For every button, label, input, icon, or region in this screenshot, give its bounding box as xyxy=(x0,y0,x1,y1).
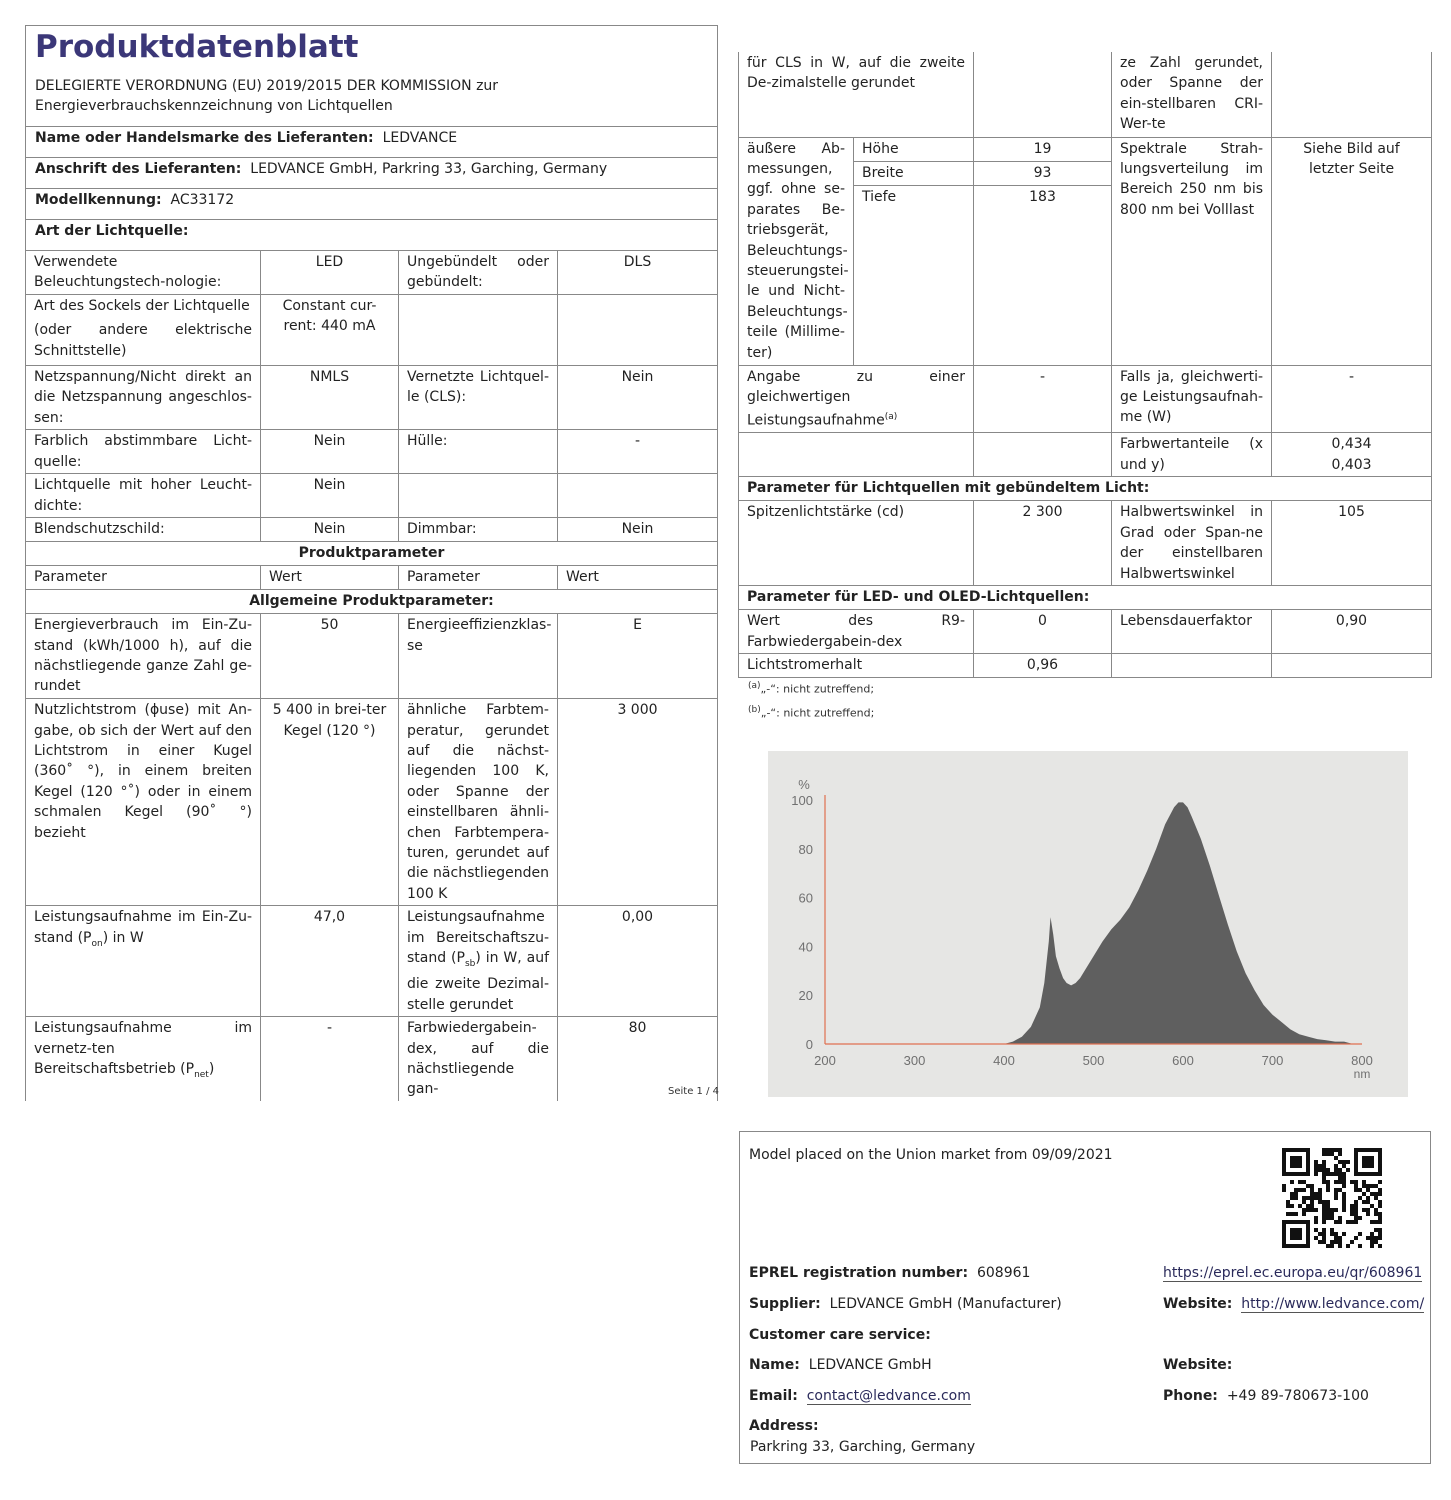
email-label: Email: xyxy=(749,1388,798,1404)
supplier-address-line xyxy=(35,159,607,179)
footnote-a xyxy=(748,678,874,698)
eprel-url[interactable]: https://eprel.ec.europa.eu/qr/608961 xyxy=(1163,1265,1423,1281)
table-cell: Wert des R9-Farbwiedergabein-dex xyxy=(739,610,974,654)
table-row xyxy=(739,501,1432,586)
website-label: Website: xyxy=(1163,1296,1233,1312)
regulation-line-1: DELEGIERTE VERORDNUNG (EU) 2019/2015 DER KOMMISSION zur xyxy=(35,78,499,94)
table-cell xyxy=(974,52,1112,137)
supplier-value: LEDVANCE GmbH (Manufacturer) xyxy=(829,1296,1062,1312)
table-cell: Nein xyxy=(261,430,399,474)
table-cell: 3 000 xyxy=(558,699,718,906)
dimensions-label: äußere Ab-messungen, ggf. ohne se-parates Be-triebsgerät, Beleuchtungs-steuerungstei-le und Nicht-Beleuchtungs-teile (Millime-ter) xyxy=(739,137,854,365)
care-name-line xyxy=(749,1355,932,1375)
table-row xyxy=(739,654,1432,678)
cell-text: Angabe zu einer gleichwertigen Leistungsaufnahme xyxy=(747,368,966,429)
supplier-name-label: Name oder Handelsmarke des Lieferanten: xyxy=(35,130,374,146)
x-tick-label: 300 xyxy=(903,1053,926,1068)
cell-line: (oder andere elektrische Schnittstelle) xyxy=(34,322,252,359)
regulation-line-2: Energieverbrauchskennzeichnung von Lichtquellen xyxy=(35,98,393,114)
table-cell: - xyxy=(558,430,718,474)
table-cell: NMLS xyxy=(261,366,399,430)
website-link[interactable]: http://www.ledvance.com/ xyxy=(1241,1296,1425,1312)
eprel-link[interactable] xyxy=(1163,1263,1422,1283)
eprel-value: 608961 xyxy=(976,1265,1031,1281)
table-cell: 0 xyxy=(974,610,1112,654)
table-cell: Dimmbar: xyxy=(399,518,558,542)
table-cell: Farbwertanteile (x und y) xyxy=(1112,433,1272,477)
table-cell: Blendschutzschild: xyxy=(26,518,261,542)
table-cell xyxy=(558,295,718,366)
col-header: Wert xyxy=(558,566,718,590)
table-row xyxy=(26,542,718,566)
table-cell: Nein xyxy=(558,366,718,430)
table-cell: ze Zahl gerundet, oder Spanne der ein-stellbaren CRI-Wer-te xyxy=(1112,52,1272,137)
address-label: Address: xyxy=(749,1418,819,1434)
table-row xyxy=(739,365,1432,433)
table-row xyxy=(739,433,1432,477)
table-cell: für CLS in W, auf die zweite De-zimalstelle gerundet xyxy=(739,52,974,137)
col-header: Parameter xyxy=(399,566,558,590)
x-tick-label: 500 xyxy=(1082,1053,1105,1068)
table-cell: 183 xyxy=(974,185,1112,365)
footnote-text: „-“: nicht zutreffend; xyxy=(760,706,875,720)
x-tick-label: 800 xyxy=(1351,1053,1373,1068)
page-number: Seite 1 / 4 xyxy=(668,1086,719,1097)
cell-sub: net xyxy=(194,1069,209,1080)
market-date-text: Model placed on the Union market from 09/09/2021 xyxy=(749,1147,1113,1163)
table-cell: Netzspannung/Nicht direkt an die Netzspannung angeschlos-sen: xyxy=(26,366,261,430)
table-cell: DLS xyxy=(558,251,718,295)
table-cell: Breite xyxy=(854,161,974,185)
model-line xyxy=(35,190,234,210)
table-cell: 19 xyxy=(974,137,1112,161)
footnote-text: „-“: nicht zutreffend; xyxy=(760,682,875,696)
table-row xyxy=(26,295,718,366)
phone-line xyxy=(1163,1386,1369,1406)
table-cell xyxy=(26,1017,261,1101)
left-spec-table xyxy=(25,250,718,1101)
chart-background xyxy=(768,751,1408,1097)
table-cell: Lichtquelle mit hoher Leucht-dichte: xyxy=(26,474,261,518)
care-website-label: Website: xyxy=(1163,1357,1233,1373)
cell-text: ) in W xyxy=(102,929,144,946)
table-row xyxy=(26,614,718,699)
table-row xyxy=(26,430,718,474)
supplier-address-value: LEDVANCE GmbH, Parkring 33, Garching, Germany xyxy=(250,161,608,177)
phone-label: Phone: xyxy=(1163,1388,1218,1404)
table-row xyxy=(26,518,718,542)
table-cell: 0,96 xyxy=(974,654,1112,678)
eprel-label: EPREL registration number: xyxy=(749,1265,969,1281)
table-row xyxy=(739,610,1432,654)
product-params-heading: Produktparameter xyxy=(26,542,718,566)
table-row xyxy=(739,477,1432,501)
email-link[interactable]: contact@ledvance.com xyxy=(806,1388,971,1404)
y-tick-label: 60 xyxy=(798,890,813,906)
table-cell xyxy=(1272,433,1432,477)
table-cell xyxy=(26,295,261,366)
spectral-distribution-chart xyxy=(768,751,1408,1097)
table-cell xyxy=(558,474,718,518)
table-cell xyxy=(1272,52,1432,137)
y-tick-label: 80 xyxy=(798,841,813,857)
x-axis-label: nm xyxy=(1353,1067,1371,1081)
table-cell: Lichtstromerhalt xyxy=(739,654,974,678)
table-cell: 50 xyxy=(261,614,399,699)
table-cell xyxy=(739,433,974,477)
care-name-label: Name: xyxy=(749,1357,800,1373)
table-cell: 0,90 xyxy=(1272,610,1432,654)
table-cell: Nein xyxy=(558,518,718,542)
y-tick-label: 40 xyxy=(798,939,813,955)
table-cell: 93 xyxy=(974,161,1112,185)
cell-line: Art des Sockels der Lichtquelle xyxy=(34,298,250,314)
table-cell: ähnliche Farbtem-peratur, gerundet auf die nächst-liegenden 100 K, oder Spanne der einstellbaren ähnli-chen Farbtempera-turen, gerundet auf die nächstliegenden 100 K xyxy=(399,699,558,906)
table-cell xyxy=(1272,654,1432,678)
table-cell xyxy=(399,295,558,366)
cell-text: Leistungsaufnahme im vernetz-ten Bereitschaftsbetrieb (P xyxy=(34,1020,252,1077)
qr-code-icon xyxy=(1282,1148,1382,1248)
general-params-heading: Allgemeine Produktparameter: xyxy=(26,590,718,614)
chroma-y: 0,403 xyxy=(1331,456,1372,473)
model-label: Modellkennung: xyxy=(35,192,162,208)
table-row xyxy=(739,586,1432,610)
table-cell xyxy=(399,474,558,518)
table-cell: Tiefe xyxy=(854,185,974,365)
table-cell: Energieverbrauch im Ein-Zu-stand (kWh/1000 h), auf die nächstliegende ganze Zahl ge-rundet xyxy=(26,614,261,699)
table-cell: Nein xyxy=(261,518,399,542)
table-header-row xyxy=(26,566,718,590)
care-name-value: LEDVANCE GmbH xyxy=(808,1357,932,1373)
table-cell: 2 300 xyxy=(974,501,1112,586)
y-axis-label: % xyxy=(798,777,810,792)
table-row xyxy=(26,366,718,430)
x-tick-label: 200 xyxy=(814,1053,836,1068)
y-tick-label: 100 xyxy=(791,793,813,808)
directional-heading: Parameter für Lichtquellen mit gebündeltem Licht: xyxy=(739,477,1432,501)
supplier-address-label: Anschrift des Lieferanten: xyxy=(35,161,242,177)
cell-text: ) xyxy=(208,1060,215,1077)
page-title: Produktdatenblatt xyxy=(35,29,359,65)
table-cell: Energieeffizienzklas-se xyxy=(399,614,558,699)
table-cell: Nein xyxy=(261,474,399,518)
table-row xyxy=(26,590,718,614)
cell-text: ) in W, auf die zweite Dezimal-stelle gerundet xyxy=(407,950,550,1013)
table-row xyxy=(739,52,1432,137)
right-spec-table xyxy=(738,52,1432,678)
table-cell: Farbwiedergabein-dex, auf die nächstliegende gan- xyxy=(399,1017,558,1101)
table-cell: Lebensdauerfaktor xyxy=(1112,610,1272,654)
table-cell xyxy=(26,906,261,1017)
table-cell: 5 400 in brei-ter Kegel (120 °) xyxy=(261,699,399,906)
phone-value: +49 89-780673-100 xyxy=(1226,1388,1369,1404)
table-cell xyxy=(1112,654,1272,678)
col-header: Parameter xyxy=(26,566,261,590)
table-cell: Ungebündelt oder gebündelt: xyxy=(399,251,558,295)
col-header: Wert xyxy=(261,566,399,590)
table-row xyxy=(26,474,718,518)
eprel-line xyxy=(749,1263,1030,1283)
table-row xyxy=(26,251,718,295)
address-value: Parkring 33, Garching, Germany xyxy=(750,1439,976,1455)
y-tick-label: 0 xyxy=(805,1037,813,1052)
table-cell: - xyxy=(1272,365,1432,433)
supplier-name-value: LEDVANCE xyxy=(382,130,458,146)
table-cell: 80 xyxy=(558,1017,718,1101)
table-cell: Halbwertswinkel in Grad oder Span-ne der einstellbaren Halbwertswinkel xyxy=(1112,501,1272,586)
cell-sub: on xyxy=(91,938,103,949)
table-cell: Farblich abstimmbare Licht-quelle: xyxy=(26,430,261,474)
table-cell: - xyxy=(261,1017,399,1101)
table-cell xyxy=(399,906,558,1017)
table-cell xyxy=(974,433,1112,477)
cell-text: Leistungsaufnahme im Bereitschaftszu-stand (P xyxy=(407,909,549,967)
table-cell: E xyxy=(558,614,718,699)
table-row xyxy=(739,137,1432,161)
table-cell: Nutzlichtstrom (ɸuse) mit An-gabe, ob sich der Wert auf den Lichtstrom in einer Kugel (360˚ °), in einem breiten Kegel (120 °˚) oder in einem schmalen Kegel (90˚ °) bezieht xyxy=(26,699,261,906)
footnote-b xyxy=(748,702,874,722)
email-line xyxy=(749,1386,971,1406)
table-cell: Falls ja, gleichwerti-ge Leistungsaufnah-me (W) xyxy=(1112,365,1272,433)
supplier-label: Supplier: xyxy=(749,1296,821,1312)
table-cell: Vernetzte Lichtquel-le (CLS): xyxy=(399,366,558,430)
table-cell: 47,0 xyxy=(261,906,399,1017)
website-line xyxy=(1163,1294,1424,1314)
led-heading: Parameter für LED- und OLED-Lichtquellen: xyxy=(739,586,1432,610)
table-row xyxy=(26,906,718,1017)
table-cell: Höhe xyxy=(854,137,974,161)
table-cell: Constant cur-rent: 440 mA xyxy=(261,295,399,366)
chroma-x: 0,434 xyxy=(1331,436,1372,453)
table-cell: Verwendete Beleuchtungstech-nologie: xyxy=(26,251,261,295)
table-cell: 105 xyxy=(1272,501,1432,586)
spectral-value: Siehe Bild auf letzter Seite xyxy=(1272,137,1432,365)
table-cell: LED xyxy=(261,251,399,295)
light-source-type-label: Art der Lichtquelle: xyxy=(35,223,189,239)
supplier-name-line xyxy=(35,128,457,148)
x-tick-label: 600 xyxy=(1172,1053,1194,1068)
x-tick-label: 400 xyxy=(993,1053,1015,1068)
y-tick-label: 20 xyxy=(798,988,813,1004)
table-row xyxy=(26,1017,718,1101)
table-row xyxy=(26,699,718,906)
cell-text: Leistungsaufnahme im Ein-Zu-stand (P xyxy=(34,909,252,946)
cell-sub: sb xyxy=(464,958,476,969)
x-tick-label: 700 xyxy=(1261,1053,1284,1068)
customer-care-label: Customer care service: xyxy=(749,1327,931,1343)
cell-sup: (a) xyxy=(884,412,898,423)
table-cell: - xyxy=(974,365,1112,433)
table-cell: Spitzenlichtstärke (cd) xyxy=(739,501,974,586)
table-cell xyxy=(739,365,974,433)
supplier-line xyxy=(749,1294,1062,1314)
model-value: AC33172 xyxy=(170,192,235,208)
table-cell: Hülle: xyxy=(399,430,558,474)
footnote-mark: (a) xyxy=(748,681,761,691)
spectral-label: Spektrale Strah-lungsverteilung im Bereich 250 nm bis 800 nm bei Volllast xyxy=(1112,137,1272,365)
table-cell: 0,00 xyxy=(558,906,718,1017)
footnote-mark: (b) xyxy=(748,705,761,715)
